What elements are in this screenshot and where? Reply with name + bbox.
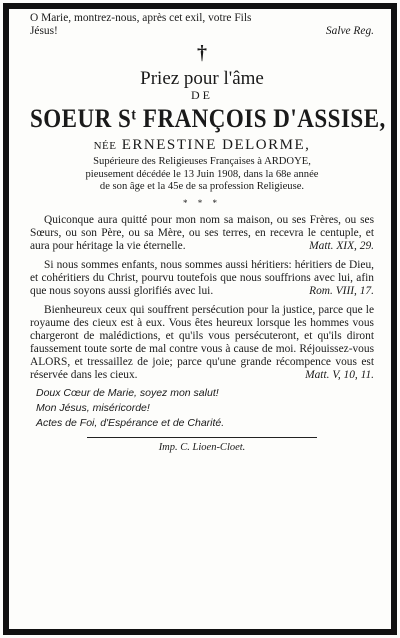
prayer-line-3: Actes de Foi, d'Espérance et de Charité. (36, 416, 225, 429)
scripture-ref-1: Matt. XIX, 29. (309, 239, 374, 252)
scripture-ref-2: Rom. VIII, 17. (309, 284, 374, 297)
priez-heading: Priez pour l'âme (140, 68, 264, 89)
de-label: DE (191, 88, 213, 102)
nee-name: ERNESTINE DELORME, (121, 137, 311, 153)
prayer-lines (30, 386, 374, 431)
birth-name (30, 136, 374, 156)
epigraph-jesus: Jésus! (30, 25, 58, 37)
bio-line-3: de son âge et la 45e de sa profession Religieuse. (99, 181, 305, 192)
printer-imprint: Imp. C. Lioen-Cloet. (158, 441, 246, 453)
divider (87, 437, 317, 438)
memorial-card (30, 12, 386, 454)
deceased-name: SOEUR Sᵗ FRANÇOIS D'ASSISE, (30, 104, 386, 133)
bio-line-2: pieusement décédée le 13 Juin 1908, dans la 68e année (85, 168, 319, 180)
scripture-text-1: Quiconque aura quitté pour mon nom sa maison, ou ses Frères, ou ses Sœurs, ou son Père, ou sa Mère, ou ses terres, en recevra le centuple, et aura pour héritage la vie éternelle. (30, 213, 374, 252)
bio-line-1: Supérieure des Religieuses Françaises à ARDOYE, (93, 156, 311, 167)
prayer-line-1: Doux Cœur de Marie, soyez mon salut! (36, 386, 219, 399)
scripture-text-2: Si nous sommes enfants, nous sommes aussi héritiers: héritiers de Dieu, et cohéritiers du Christ, pourvu toutefois que nous souffrions avec lui, afin que nous soyons aussi glorifiés avec lui. (30, 258, 374, 297)
ornament-stars: * * * (183, 197, 221, 208)
prayer-line-2: Mon Jésus, miséricorde! (36, 401, 150, 414)
scripture-paragraph-3 (30, 304, 374, 382)
scripture-ref-3: Matt. V, 10, 11. (305, 368, 374, 381)
epigraph-line-1: O Marie, montrez-nous, après cet exil, votre Fils (30, 12, 252, 24)
epigraph-reference: Salve Reg. (325, 25, 374, 37)
scripture-text-3: Bienheureux ceux qui souffrent persécution pour la justice, parce que le royaume des cieux est à eux. Vous êtes heureux lorsque les hommes vous chargeront de malédictions, et qu'ils vous persécuteront, et qu'ils diront faussement toute sorte de mal contre vous à cause de moi. Réjouissez-vous ALORS, et tressaillez de joie; parce qu'une grande récompence vous est réservée dans les cieux. (30, 303, 374, 381)
nee-prefix: NÉE (93, 140, 117, 152)
cross-icon: † (197, 42, 207, 64)
epigraph-line-2 (30, 25, 374, 38)
scripture-paragraph-1 (30, 214, 374, 253)
scripture-paragraph-2 (30, 259, 374, 298)
